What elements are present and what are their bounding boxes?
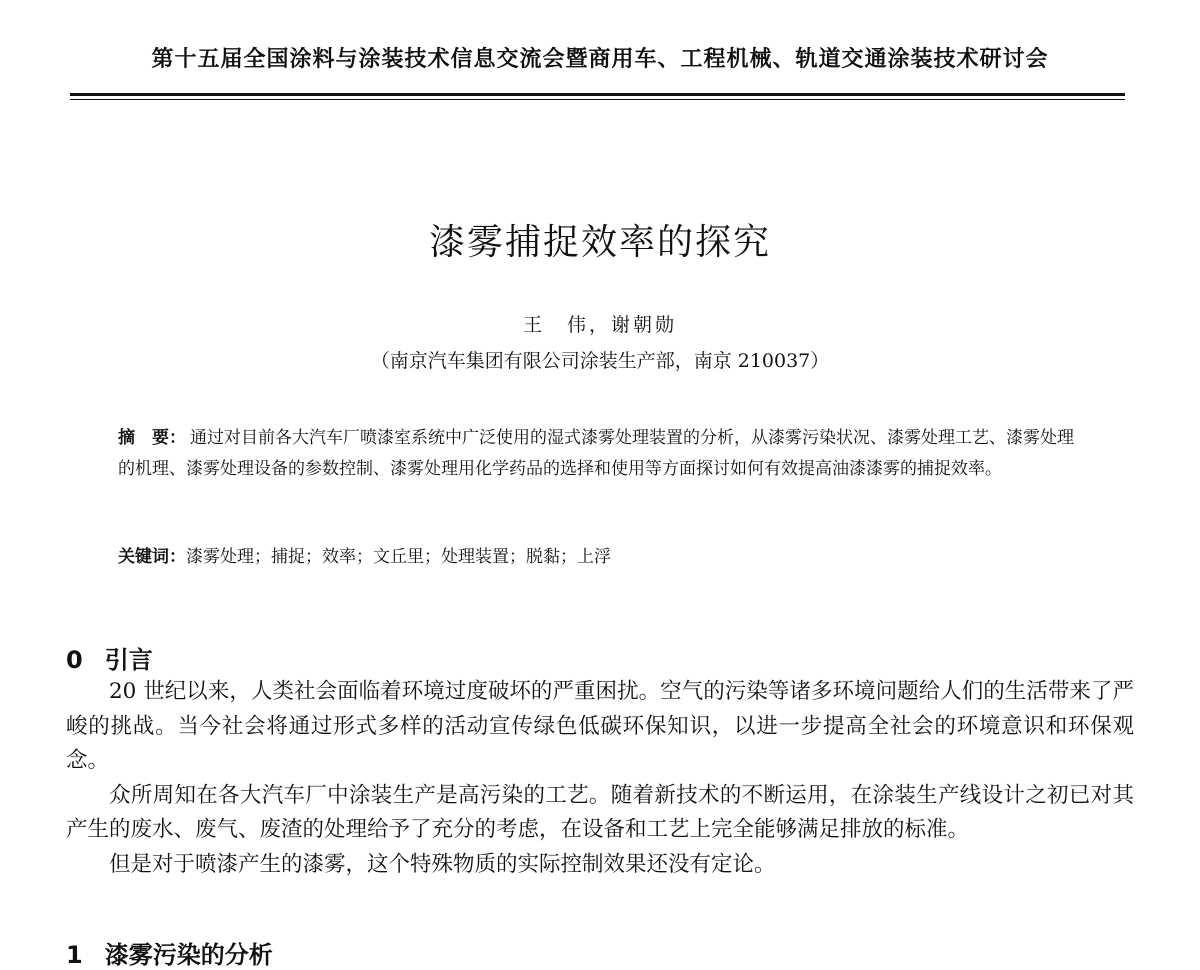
header-rule-thin [70,99,1125,100]
paragraph: 众所周知在各大汽车厂中涂装生产是高污染的工艺。随着新技术的不断运用，在涂装生产线设计之初已对其产生的废水、废气、废渣的处理给予了充分的考虑，在设备和工艺上完全能够满足排放的标准。 [66,782,1134,842]
section-number: 0 [66,646,83,674]
abstract-label: 摘 要： [118,428,186,448]
paragraph: 20 世纪以来，人类社会面临着环境过度破坏的严重困扰。空气的污染等诸多环境问题给人们的生活带来了严峻的挑战。当今社会将通过形式多样的活动宣传绿色低碳环保知识，以进一步提高全社会的环境意识和环保观念。 [66,679,1134,773]
abstract-text: 通过对目前各大汽车厂喷漆室系统中广泛使用的湿式漆雾处理装置的分析，从漆雾污染状况、漆雾处理工艺、漆雾处理的机理、漆雾处理设备的参数控制、漆雾处理用化学药品的选择和使用等方面探讨如何有效提高油漆漆雾的捕捉效率。 [118,428,1074,479]
section-heading-0 [66,640,153,675]
abstract [118,423,1088,485]
authors: 王 伟，谢朝勋 [522,314,677,336]
section-heading-1 [66,935,273,970]
section-number: 1 [66,941,83,969]
header-rule-thick [70,93,1125,96]
section-title: 引言 [104,646,153,674]
running-header: 第十五届全国涂料与涂装技术信息交流会暨商用车、工程机械、轨道交通涂装技术研讨会 [151,47,1049,72]
affiliation: （南京汽车集团有限公司涂装生产部，南京 210037） [370,350,830,372]
section-title: 漆雾污染的分析 [104,941,273,969]
keywords-text: 漆雾处理；捕捉；效率；文丘里；处理装置；脱黏；上浮 [186,547,611,567]
paper-title: 漆雾捕捉效率的探究 [428,222,771,263]
section-0-body [66,675,1134,882]
keywords-label: 关键词： [118,547,186,567]
paragraph: 但是对于喷漆产生的漆雾，这个特殊物质的实际控制效果还没有定论。 [109,851,776,877]
keywords [118,542,1088,567]
